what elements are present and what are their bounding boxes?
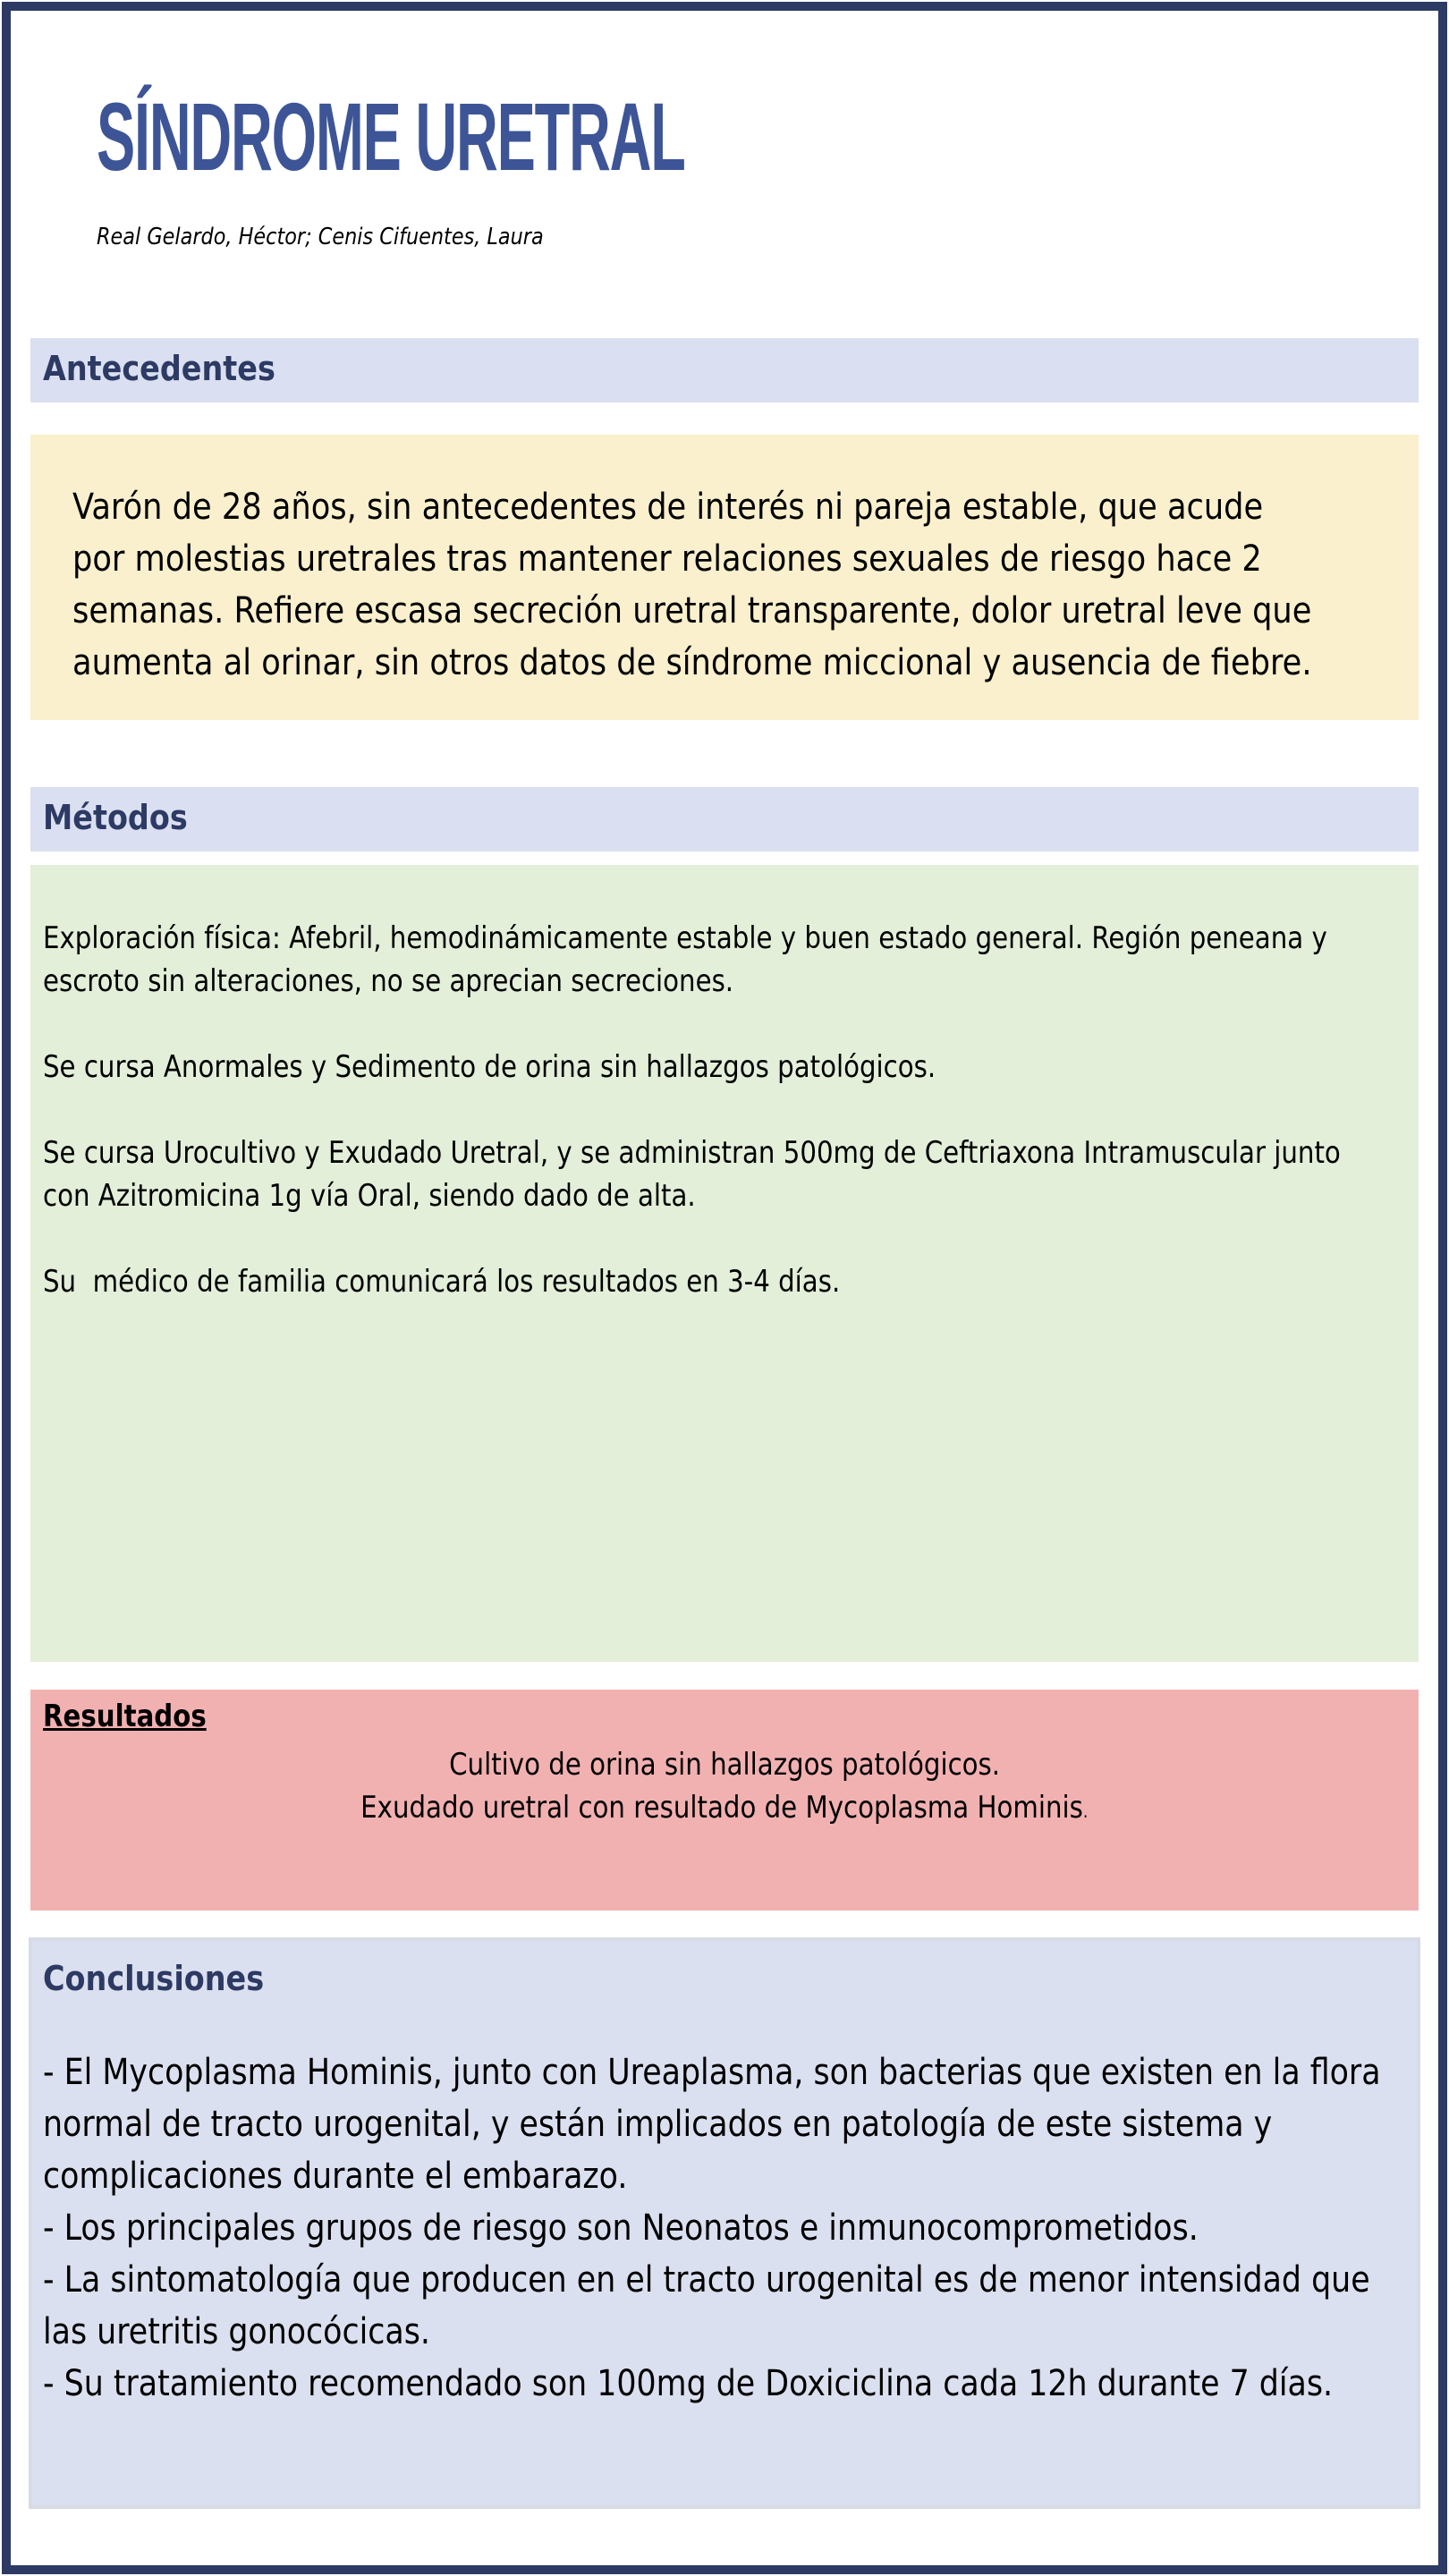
conclusiones-item: - El Mycoplasma Hominis, junto con Ureaplasma, son bacterias que existen en la flora normal de tracto urogenital, y están implicados en patología de este sistema y complicaciones durante el embarazo. (43, 2052, 1381, 2197)
metodos-paragraph: Se cursa Urocultivo y Exudado Uretral, y se administran 500mg de Ceftriaxona Intramuscular junto con Azitromicina 1g vía Oral, siendo dado de alta. (43, 1135, 1341, 1214)
poster-authors: Real Gelardo, Héctor; Cenis Cifuentes, Laura (97, 224, 544, 250)
poster-title: SÍNDROME URETRAL (97, 82, 685, 191)
metodos-paragraph: Se cursa Anormales y Sedimento de orina sin hallazgos patológicos. (43, 1049, 936, 1085)
metodos-section (30, 865, 1419, 1662)
conclusiones-list (43, 2046, 1412, 2410)
resultados-trailing-dot: . (1083, 1801, 1089, 1822)
resultados-section (30, 1690, 1419, 1911)
resultados-heading: Resultados (43, 1699, 207, 1734)
resultados-line-text: Cultivo de orina sin hallazgos patológicos. (449, 1747, 1000, 1783)
metodos-heading: Métodos (43, 798, 188, 837)
conclusiones-heading: Conclusiones (43, 1959, 265, 1998)
metodos-header (30, 787, 1419, 852)
antecedentes-section (30, 435, 1419, 720)
antecedentes-text: Varón de 28 años, sin antecedentes de interés ni pareja estable, que acude por molestias uretrales tras mantener relaciones sexuales de riesgo hace 2 semanas. Refiere escasa secreción uretral transparente, dolor uretral leve que aumenta al orinar, sin otros datos de síndrome miccional y ausencia de fiebre. (72, 487, 1312, 683)
antecedentes-header (30, 338, 1419, 402)
resultados-line-wrap (360, 1786, 1088, 1833)
metodos-text (43, 917, 1381, 1346)
resultados-line-text: Exudado uretral con resultado de Mycoplasma Hominis (360, 1790, 1084, 1826)
metodos-paragraph: Su médico de familia comunicará los resultados en 3-4 días. (43, 1264, 841, 1300)
conclusiones-item: - La sintomatología que producen en el tracto urogenital es de menor intensidad que las uretritis gonocócicas. (43, 2259, 1370, 2352)
antecedentes-heading: Antecedentes (43, 349, 275, 388)
conclusiones-item: - Los principales grupos de riesgo son Neonatos e inmunocomprometidos. (43, 2207, 1199, 2249)
metodos-paragraph: Exploración física: Afebril, hemodinámicamente estable y buen estado general. Región peneana y escroto sin alteraciones, no se aprecian secreciones. (43, 920, 1327, 999)
conclusiones-section (29, 1937, 1420, 2509)
conclusiones-item: - Su tratamiento recomendado son 100mg de Doxiciclina cada 12h durante 7 días. (43, 2363, 1334, 2404)
resultados-line (30, 1743, 1419, 1786)
resultados-line (30, 1786, 1419, 1833)
